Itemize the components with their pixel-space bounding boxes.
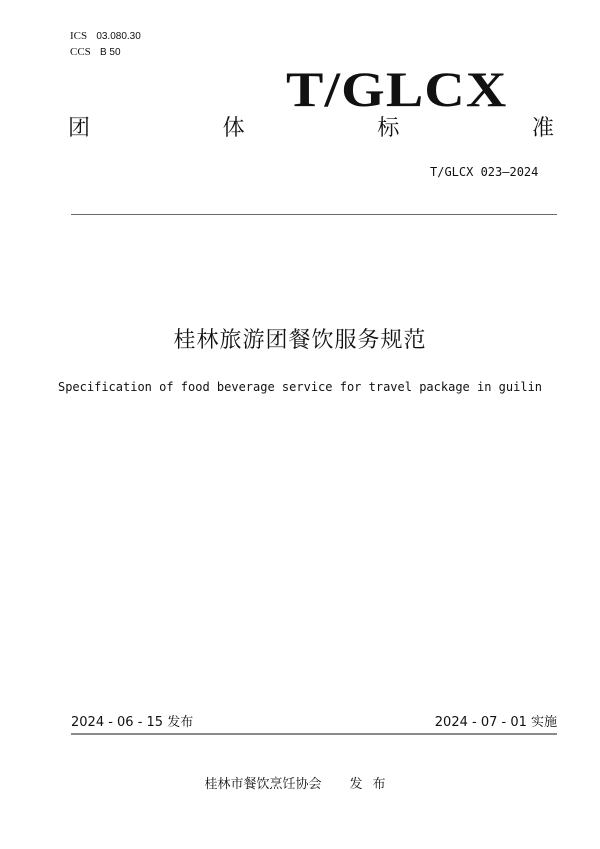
ics-code xyxy=(70,30,141,43)
ics-value: 03.080.30 xyxy=(96,31,141,42)
standard-type-char: 团 xyxy=(68,116,91,141)
ccs-value: B 50 xyxy=(99,47,121,58)
document-title-english: Specification of food beverage service for travel package in guilin xyxy=(57,380,543,394)
ccs-label: CCS xyxy=(70,46,91,58)
standard-type xyxy=(68,116,554,142)
publisher-name: 桂林市餐饮烹饪协会 xyxy=(204,777,322,792)
footer-divider xyxy=(71,733,557,735)
publish-verb: 发布 xyxy=(349,777,396,792)
publisher-line xyxy=(0,777,600,793)
standard-type-char: 体 xyxy=(222,116,245,141)
standard-type-char: 准 xyxy=(531,116,554,141)
document-title-chinese: 桂林旅游团餐饮服务规范 xyxy=(173,328,427,353)
issue-date: 2024 - 06 - 15 发布 xyxy=(71,715,194,730)
effective-date: 2024 - 07 - 01 实施 xyxy=(434,715,557,730)
standard-number: T/GLCX 023—2024 xyxy=(430,165,539,179)
standard-type-char: 标 xyxy=(377,116,400,141)
header-divider xyxy=(71,214,557,215)
ccs-code xyxy=(70,46,121,59)
ics-label: ICS xyxy=(70,30,88,42)
brand-mark: T/GLCX xyxy=(286,61,508,117)
